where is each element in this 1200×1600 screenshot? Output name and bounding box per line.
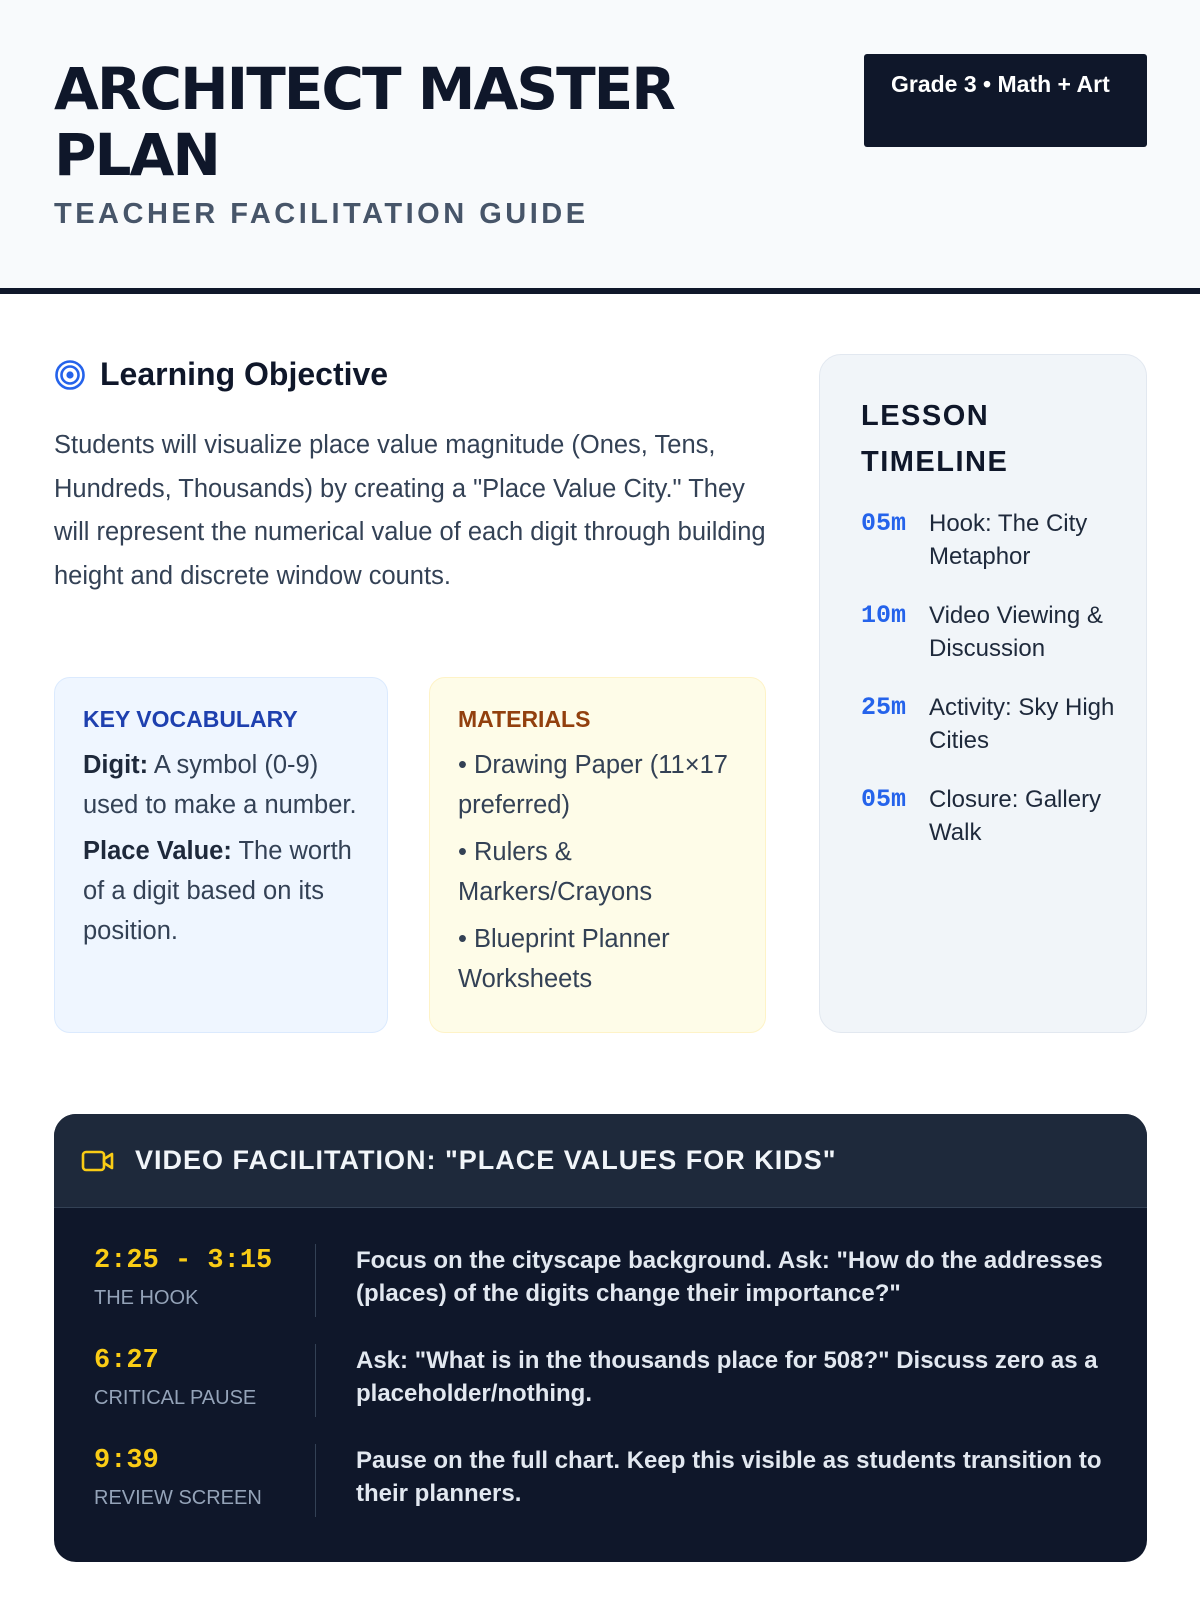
lesson-timeline [819,354,1147,1033]
timeline-row [861,691,1122,757]
video-cue-meta [94,1444,316,1517]
vocab-item [83,745,359,825]
materials-card [429,677,766,1033]
timeline-label: Hook: The City Metaphor [929,510,1088,570]
video-cue-row [94,1244,1147,1344]
material-item: • Rulers & Markers/Crayons [458,838,653,906]
timeline-row [861,599,1122,665]
timeline-label: Activity: Sky High Cities [929,694,1115,754]
video-camera-icon [81,1149,115,1173]
timeline-duration: 05m [861,785,907,814]
page-header [0,0,1200,294]
timeline-label: Closure: Gallery Walk [929,786,1102,846]
video-facilitation-panel [54,1114,1147,1562]
target-icon [54,359,86,391]
material-item: • Blueprint Planner Worksheets [458,925,670,993]
objective-text: Students will visualize place value magnitude (Ones, Tens, Hundreds, Thousands) by creating a "Place Value City." They will represent the numerical value of each digit through building height and discrete window counts. [54,431,766,590]
materials-title: MATERIALS [458,706,591,732]
vocab-definition: A symbol (0-9) used to make a number. [83,751,357,819]
vocab-definition: The worth of a digit based on its position. [83,837,352,945]
video-timestamp: 9:39 [94,1446,159,1476]
vocabulary-card [54,677,388,1033]
video-cue-row [94,1444,1147,1544]
material-item: • Drawing Paper (11×17 preferred) [458,751,728,819]
timeline-duration: 05m [861,509,907,538]
page-title: ARCHITECT MASTER PLAN [54,55,674,189]
video-cue-text: Focus on the cityscape background. Ask: "How do the addresses (places) of the digits change their importance?" [356,1247,1103,1307]
vocabulary-title: KEY VOCABULARY [83,706,298,732]
objective-heading [54,356,388,393]
grade-subject-badge: Grade 3 • Math + Art [864,54,1147,147]
video-panel-header [54,1114,1147,1208]
video-cue-text: Pause on the full chart. Keep this visible as students transition to their planners. [356,1447,1102,1507]
timeline-label: Video Viewing & Discussion [929,602,1103,662]
video-cue-tag: THE HOOK [94,1287,199,1309]
timeline-duration: 25m [861,693,907,722]
objective-title: Learning Objective [100,356,389,392]
video-cue-row [94,1344,1147,1444]
timeline-title: LESSON TIMELINE [861,400,1009,478]
timeline-row [861,507,1122,573]
video-cue-text: Ask: "What is in the thousands place for 508?" Discuss zero as a placeholder/nothing. [356,1347,1098,1407]
page-subtitle: TEACHER FACILITATION GUIDE [54,198,589,230]
video-timestamp: 6:27 [94,1346,159,1376]
video-timestamp: 2:25 - 3:15 [94,1246,273,1276]
video-cue-tag: CRITICAL PAUSE [94,1387,257,1409]
vocab-term: Digit: [83,751,149,779]
video-cue-tag: REVIEW SCREEN [94,1487,262,1509]
video-panel-title: VIDEO FACILITATION: "PLACE VALUES FOR KIDS" [135,1145,837,1175]
video-cue-list [54,1208,1147,1544]
video-cue-meta [94,1244,316,1317]
timeline-row [861,783,1122,849]
vocab-term: Place Value: [83,837,232,865]
vocab-item [83,831,359,951]
video-cue-meta [94,1344,316,1417]
timeline-duration: 10m [861,601,907,630]
